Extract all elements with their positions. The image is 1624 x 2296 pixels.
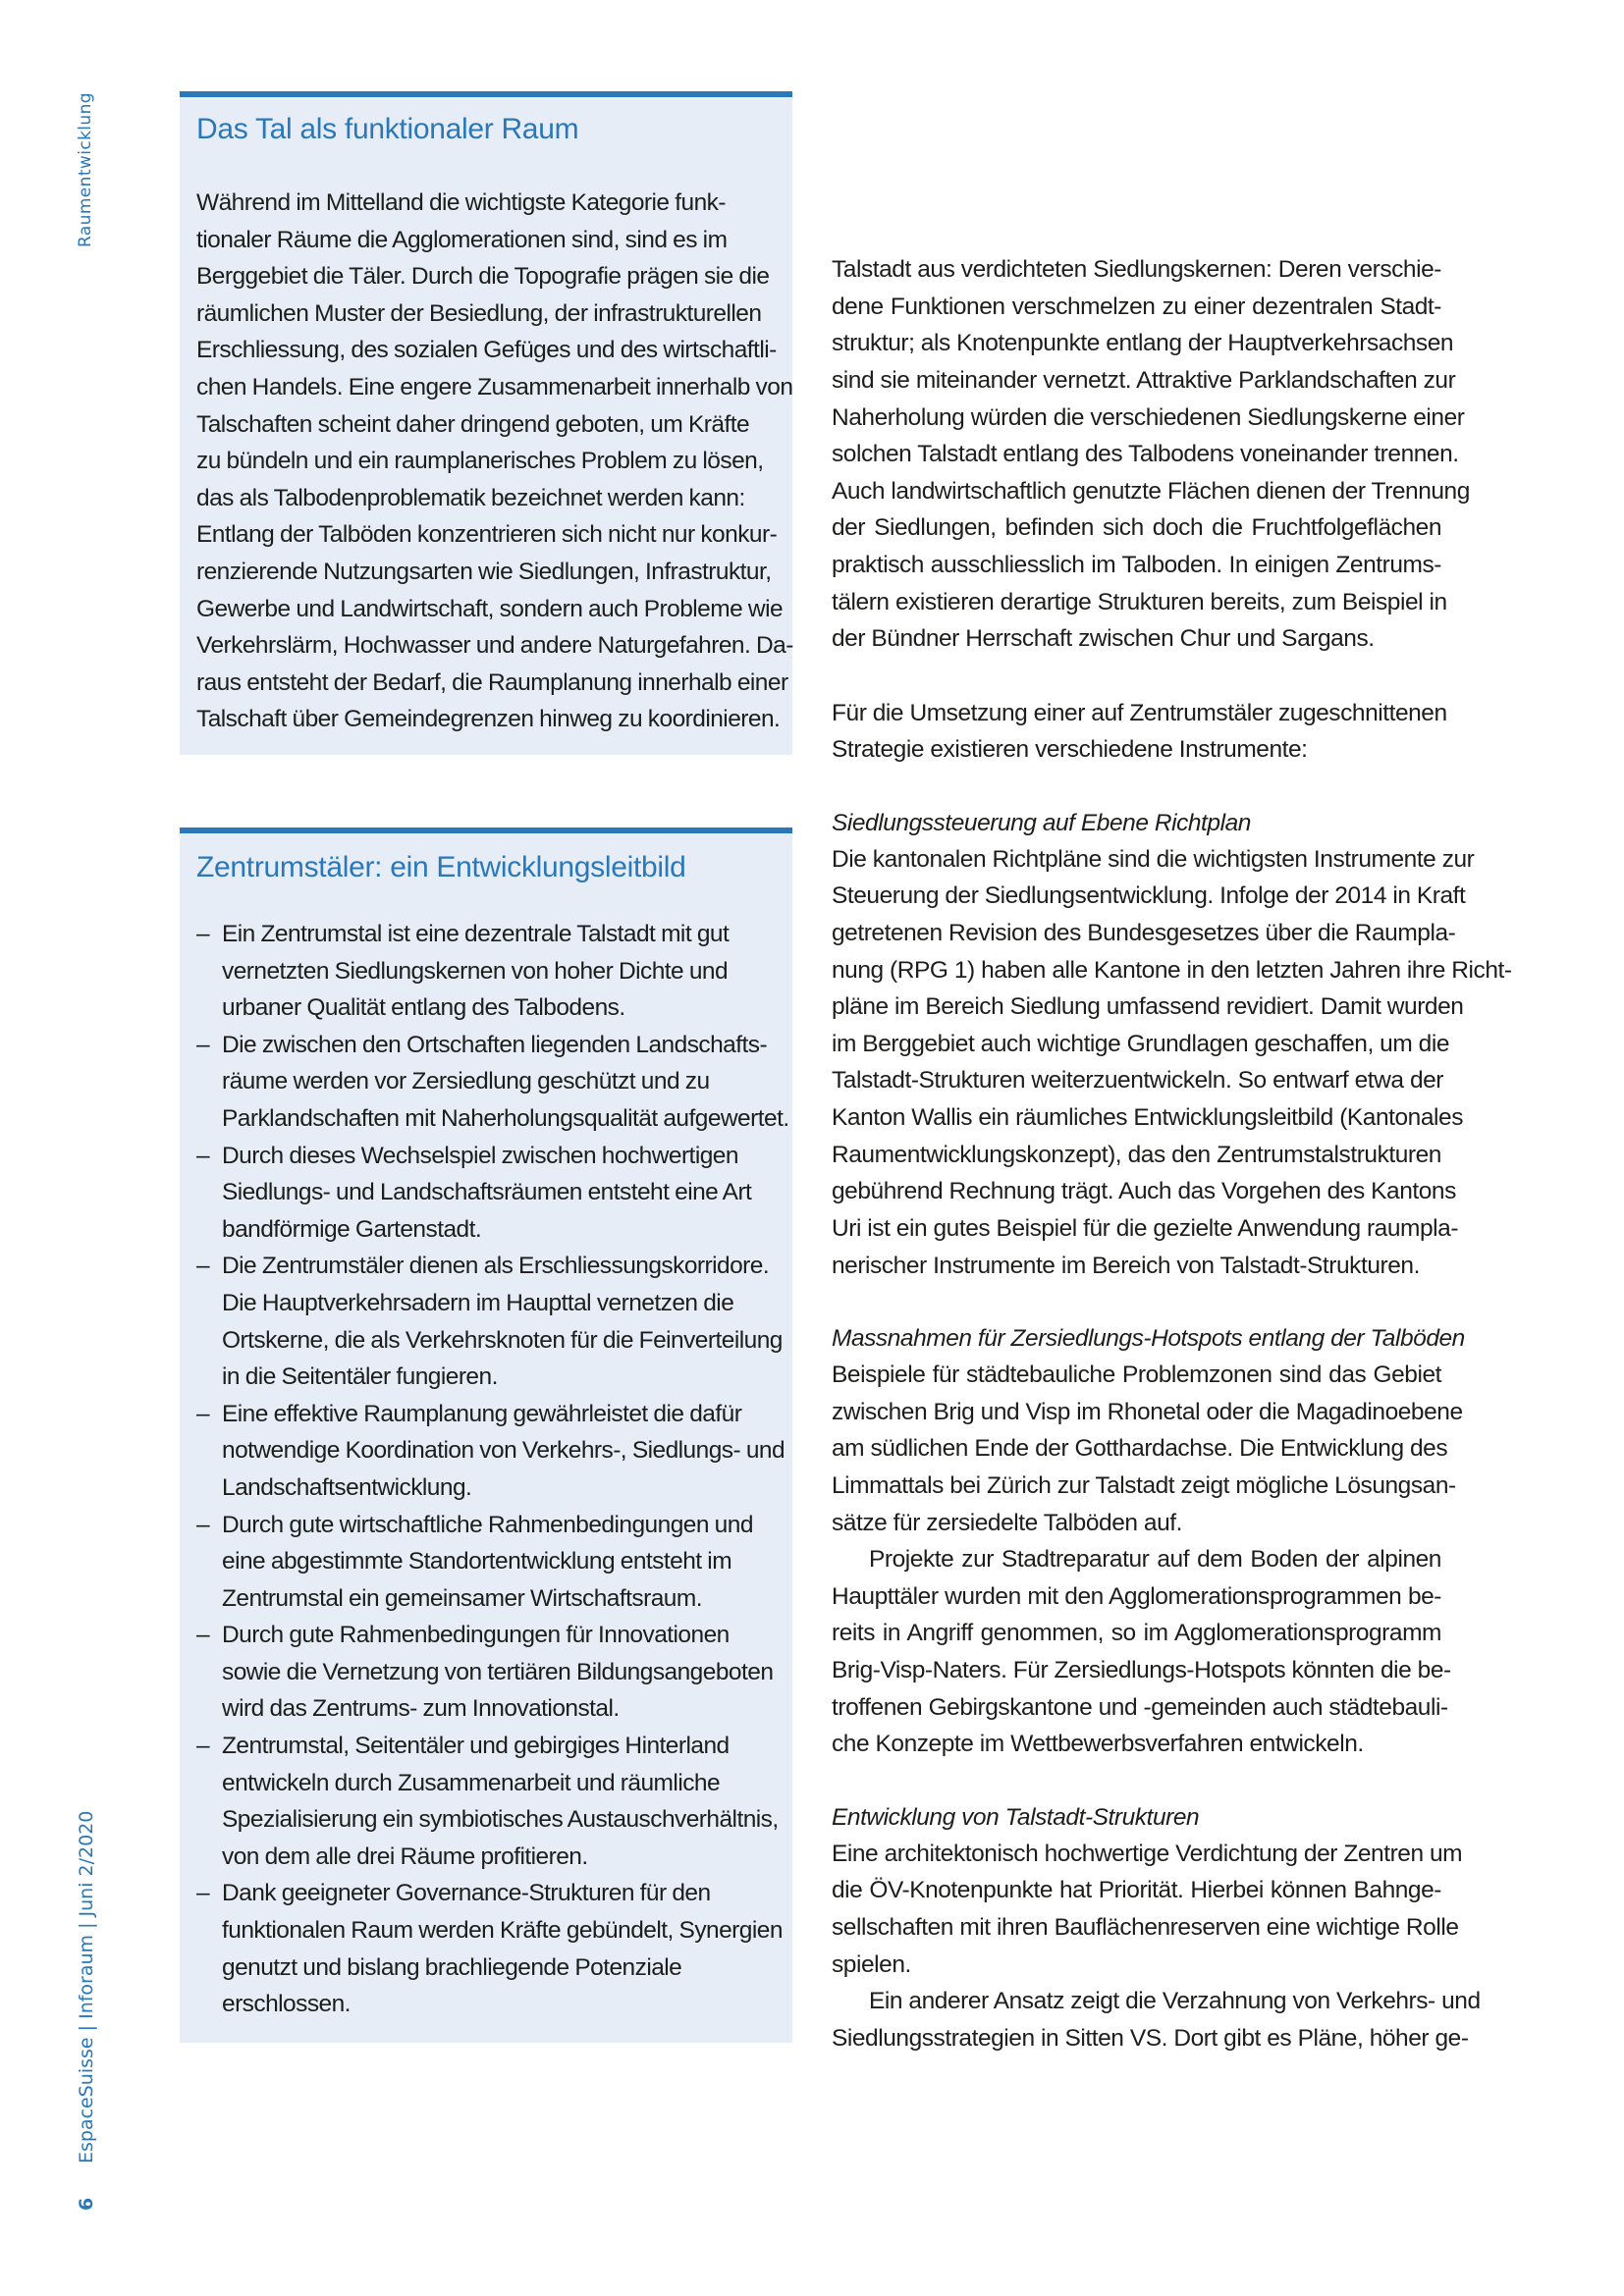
body-line: räumlichen Muster der Besiedlung, der infrastrukturellen <box>196 299 762 327</box>
body-line: struktur; als Knotenpunkte entlang der Hauptverkehrsachsen <box>832 330 1454 357</box>
bullet-item <box>196 1728 785 1765</box>
body-line: tionaler Räume die Agglomerationen sind, sind es im <box>196 226 728 253</box>
dash-bullet-icon: – <box>196 921 210 947</box>
bullet-text: Spezialisierung ein symbiotisches Austauschverhältnis, <box>222 1806 779 1834</box>
paragraph-gap <box>832 769 1441 806</box>
body-line: Siedlungsstrategien in Sitten VS. Dort gibt es Pläne, höher ge- <box>832 2024 1469 2052</box>
body-line: solchen Talstadt entlang des Talbodens voneinander trennen. <box>832 441 1459 468</box>
body-line: die ÖV-Knotenpunkte hat Priorität. Hierbei können Bahnge- <box>832 1877 1441 1904</box>
body-line: raus entsteht der Bedarf, die Raumplanung innerhalb einer <box>196 668 788 696</box>
dash-bullet-icon: – <box>196 1622 210 1649</box>
body-line: Talstadt aus verdichteten Siedlungskernen: Deren verschie- <box>832 256 1441 283</box>
publication-footer: EspaceSuisse | Inforaum | Juni 2/2020 <box>76 1810 97 2163</box>
body-line: dene Funktionen verschmelzen zu einer dezentralen Stadt- <box>832 293 1441 320</box>
body-line: Während im Mittelland die wichtigste Kategorie funk- <box>196 189 726 216</box>
body-line: Gewerbe und Landwirtschaft, sondern auch Probleme wie <box>196 595 784 622</box>
bullet-text: bandförmige Gartenstadt. <box>222 1215 482 1243</box>
bullet-text: Eine effektive Raumplanung gewährleistet die dafür <box>222 1400 742 1427</box>
bullet-item-continuation <box>196 1654 785 1691</box>
dash-bullet-icon: – <box>196 1031 210 1058</box>
bullet-item <box>196 1138 785 1175</box>
bullet-text: Durch dieses Wechselspiel zwischen hochwertigen <box>222 1142 738 1169</box>
body-line: tälern existieren derartige Strukturen bereits, zum Beispiel in <box>832 588 1447 615</box>
bullet-text: Die Zentrumstäler dienen als Erschliessungskorridore. <box>222 1253 770 1280</box>
body-line: gebührend Rechnung trägt. Auch das Vorgehen des Kantons <box>832 1178 1456 1205</box>
bullet-text: Zentrumstal ein gemeinsamer Wirtschaftsraum. <box>222 1584 702 1612</box>
bullet-text: Durch gute wirtschaftliche Rahmenbedingungen und <box>222 1511 753 1538</box>
body-line: troffenen Gebirgskantone und -gemeinden auch städtebauli- <box>832 1693 1448 1721</box>
body-line: Auch landwirtschaftlich genutzte Flächen dienen der Trennung <box>832 477 1470 505</box>
bullet-item-continuation <box>196 1912 785 1949</box>
subsection-heading: Entwicklung von Talstadt-Strukturen <box>832 1803 1200 1831</box>
bullet-item-continuation <box>196 1986 785 2023</box>
dash-bullet-icon: – <box>196 1733 210 1760</box>
body-line: Brig-Visp-Naters. Für Zersiedlungs-Hotspots könnten die be- <box>832 1657 1451 1684</box>
bullet-item-continuation <box>196 1063 785 1100</box>
bullet-text: Die Hauptverkehrsadern im Haupttal vernetzen die <box>222 1289 734 1316</box>
body-line: Steuerung der Siedlungsentwicklung. Infolge der 2014 in Kraft <box>832 882 1466 910</box>
section-label: Raumentwicklung <box>76 92 95 247</box>
bullet-text: räume werden vor Zersiedlung geschützt und zu <box>222 1068 710 1095</box>
bullet-item-continuation <box>196 953 785 990</box>
body-line: Talschaft über Gemeindegrenzen hinweg zu koordinieren. <box>196 706 781 733</box>
body-line: spielen. <box>832 1950 911 1978</box>
bullet-item-continuation <box>196 1765 785 1802</box>
body-line: der Bündner Herrschaft zwischen Chur und Sargans. <box>832 625 1375 653</box>
body-line: Strategie existieren verschiedene Instrumente: <box>832 736 1308 764</box>
body-line: Talstadt-Strukturen weiterzuentwickeln. So entwarf etwa der <box>832 1067 1443 1095</box>
bullet-item <box>196 1396 785 1433</box>
body-line: Eine architektonisch hochwertige Verdichtung der Zentren um <box>832 1840 1463 1867</box>
bullet-text: entwickeln durch Zusammenarbeit und räumliche <box>222 1769 721 1796</box>
body-line: das als Talbodenproblematik bezeichnet werden kann: <box>196 484 745 511</box>
body-line: der Siedlungen, befinden sich doch die Fruchtfolgeflächen <box>832 514 1441 542</box>
bullet-text: Zentrumstal, Seitentäler und gebirgiges Hinterland <box>222 1733 730 1760</box>
body-line: Kanton Wallis ein räumliches Entwicklungsleitbild (Kantonales <box>832 1104 1463 1132</box>
body-line: am südlichen Ende der Gotthardachse. Die Entwicklung des <box>832 1435 1448 1463</box>
bullet-text: Parklandschaften mit Naherholungsqualität aufgewertet. <box>222 1104 789 1132</box>
bullet-text: genutzt und bislang brachliegende Potenziale <box>222 1953 682 1981</box>
paragraph-gap <box>832 658 1441 695</box>
body-line: sätze für zersiedelte Talböden auf. <box>832 1509 1182 1536</box>
subsection-heading: Siedlungssteuerung auf Ebene Richtplan <box>832 809 1251 836</box>
bullet-text: urbaner Qualität entlang des Talbodens. <box>222 994 625 1022</box>
bullet-text: sowie die Vernetzung von tertiären Bildungsangeboten <box>222 1658 774 1685</box>
bullet-text: Landschaftsentwicklung. <box>222 1473 472 1501</box>
bullet-item <box>196 1507 785 1544</box>
bullet-item <box>196 1875 785 1912</box>
bullet-list <box>196 916 789 2023</box>
bullet-text: wird das Zentrums- zum Innovationstal. <box>222 1695 620 1723</box>
body-line: sind sie miteinander vernetzt. Attraktive Parklandschaften zur <box>832 366 1456 394</box>
bullet-text: Siedlungs- und Landschaftsräumen entsteht eine Art <box>222 1179 752 1206</box>
bullet-item-continuation <box>196 1174 785 1211</box>
body-line: Talschaften scheint daher dringend geboten, um Kräfte <box>196 410 750 438</box>
infobox-body <box>196 185 793 738</box>
bullet-text: erschlossen. <box>222 1991 351 2018</box>
body-line: Verkehrslärm, Hochwasser und andere Naturgefahren. Da- <box>196 632 793 660</box>
body-line: Uri ist ein gutes Beispiel für die gezielte Anwendung raumpla- <box>832 1215 1459 1243</box>
dash-bullet-icon: – <box>196 1511 210 1538</box>
body-line: Für die Umsetzung einer auf Zentrumstäler zugeschnittenen <box>832 699 1447 726</box>
body-line: che Konzepte im Wettbewerbsverfahren entwickeln. <box>832 1731 1364 1758</box>
page-number: 6 <box>76 2197 97 2211</box>
bullet-item <box>196 1027 785 1064</box>
bullet-item-continuation <box>196 1322 785 1360</box>
dash-bullet-icon: – <box>196 1253 210 1280</box>
bullet-item-continuation <box>196 989 785 1027</box>
bullet-item-continuation <box>196 1211 785 1249</box>
infobox-title: Zentrumstäler: ein Entwicklungsleitbild <box>196 851 686 883</box>
body-line: renzierende Nutzungsarten wie Siedlungen, Infrastruktur, <box>196 558 772 585</box>
body-line: pläne im Bereich Siedlung umfassend revidiert. Damit wurden <box>832 993 1464 1021</box>
body-line: Raumentwicklungskonzept), das den Zentrumstalstrukturen <box>832 1141 1441 1168</box>
body-line: im Berggebiet auch wichtige Grundlagen geschaffen, um die <box>832 1030 1449 1057</box>
subsection-heading: Massnahmen für Zersiedlungs-Hotspots entlang der Talböden <box>832 1324 1465 1352</box>
bullet-item-continuation <box>196 1839 785 1876</box>
bullet-item-continuation <box>196 1949 785 1987</box>
bullet-item <box>196 1248 785 1285</box>
bullet-text: eine abgestimmte Standortentwicklung entsteht im <box>222 1548 732 1575</box>
dash-bullet-icon: – <box>196 1142 210 1169</box>
body-line: nerischer Instrumente im Bereich von Talstadt-Strukturen. <box>832 1252 1420 1279</box>
bullet-item-continuation <box>196 1100 789 1138</box>
body-line: Erschliessung, des sozialen Gefüges und des wirtschaftli- <box>196 337 777 364</box>
body-line: zu bündeln und ein raumplanerisches Problem zu lösen, <box>196 448 764 475</box>
body-line: praktisch ausschliesslich im Talboden. In einigen Zentrums- <box>832 552 1441 579</box>
bullet-item-continuation <box>196 1690 785 1728</box>
bullet-item-continuation <box>196 1543 785 1580</box>
bullet-item <box>196 916 785 953</box>
article-column <box>832 251 1512 2056</box>
infobox-development-model <box>180 828 792 2043</box>
bullet-text: vernetzten Siedlungskernen von hoher Dichte und <box>222 957 729 985</box>
bullet-text: Ein Zentrumstal ist eine dezentrale Talstadt mit gut <box>222 921 730 947</box>
body-line: Beispiele für städtebauliche Problemzonen sind das Gebiet <box>832 1361 1441 1388</box>
dash-bullet-icon: – <box>196 1400 210 1427</box>
body-line: Ein anderer Ansatz zeigt die Verzahnung von Verkehrs- und <box>869 1988 1481 2015</box>
bullet-text: in die Seitentäler fungieren. <box>222 1363 498 1391</box>
bullet-text: notwendige Koordination von Verkehrs-, Siedlungs- und <box>222 1437 785 1465</box>
body-line: chen Handels. Eine engere Zusammenarbeit innerhalb von <box>196 373 793 400</box>
bullet-item-continuation <box>196 1801 785 1839</box>
infobox-title: Das Tal als funktionaler Raum <box>196 113 579 145</box>
body-line: sellschaften mit ihren Bauflächenreserven eine wichtige Rolle <box>832 1913 1459 1941</box>
body-line: Limmattals bei Zürich zur Talstadt zeigt mögliche Lösungsan- <box>832 1471 1456 1499</box>
bullet-item <box>196 1617 785 1654</box>
bullet-text: Die zwischen den Ortschaften liegenden Landschafts- <box>222 1031 768 1058</box>
body-line: zwischen Brig und Visp im Rhonetal oder die Magadinoebene <box>832 1398 1463 1425</box>
bullet-text: Ortskerne, die als Verkehrsknoten für die Feinverteilung <box>222 1326 783 1354</box>
body-line: Projekte zur Stadtreparatur auf dem Boden der alpinen <box>869 1546 1441 1574</box>
body-line: reits in Angriff genommen, so im Agglomerationsprogramm <box>832 1620 1441 1647</box>
bullet-text: Dank geeigneter Governance-Strukturen für den <box>222 1880 711 1907</box>
paragraph-gap <box>832 1763 1441 1800</box>
paragraph-gap <box>832 1284 1441 1321</box>
body-line: Berggebiet die Täler. Durch die Topografie prägen sie die <box>196 263 770 291</box>
body-line: nung (RPG 1) haben alle Kantone in den letzten Jahren ihre Richt- <box>832 956 1512 984</box>
bullet-item-continuation <box>196 1432 785 1469</box>
infobox-functional-space <box>180 91 792 755</box>
bullet-text: funktionalen Raum werden Kräfte gebündelt, Synergien <box>222 1917 783 1945</box>
bullet-item-continuation <box>196 1469 785 1507</box>
dash-bullet-icon: – <box>196 1880 210 1907</box>
body-line: Entlang der Talböden konzentrieren sich nicht nur konkur- <box>196 521 778 549</box>
bullet-item-continuation <box>196 1580 785 1618</box>
bullet-text: Durch gute Rahmenbedingungen für Innovationen <box>222 1622 730 1649</box>
body-line: Naherholung würden die verschiedenen Siedlungskerne einer <box>832 403 1465 431</box>
body-line: getretenen Revision des Bundesgesetzes über die Raumpla- <box>832 919 1456 946</box>
body-line: Die kantonalen Richtpläne sind die wichtigsten Instrumente zur <box>832 845 1475 873</box>
bullet-item-continuation <box>196 1359 785 1396</box>
bullet-item-continuation <box>196 1285 785 1322</box>
bullet-text: von dem alle drei Räume profitieren. <box>222 1842 588 1870</box>
body-line: Haupttäler wurden mit den Agglomerationsprogrammen be- <box>832 1582 1441 1610</box>
